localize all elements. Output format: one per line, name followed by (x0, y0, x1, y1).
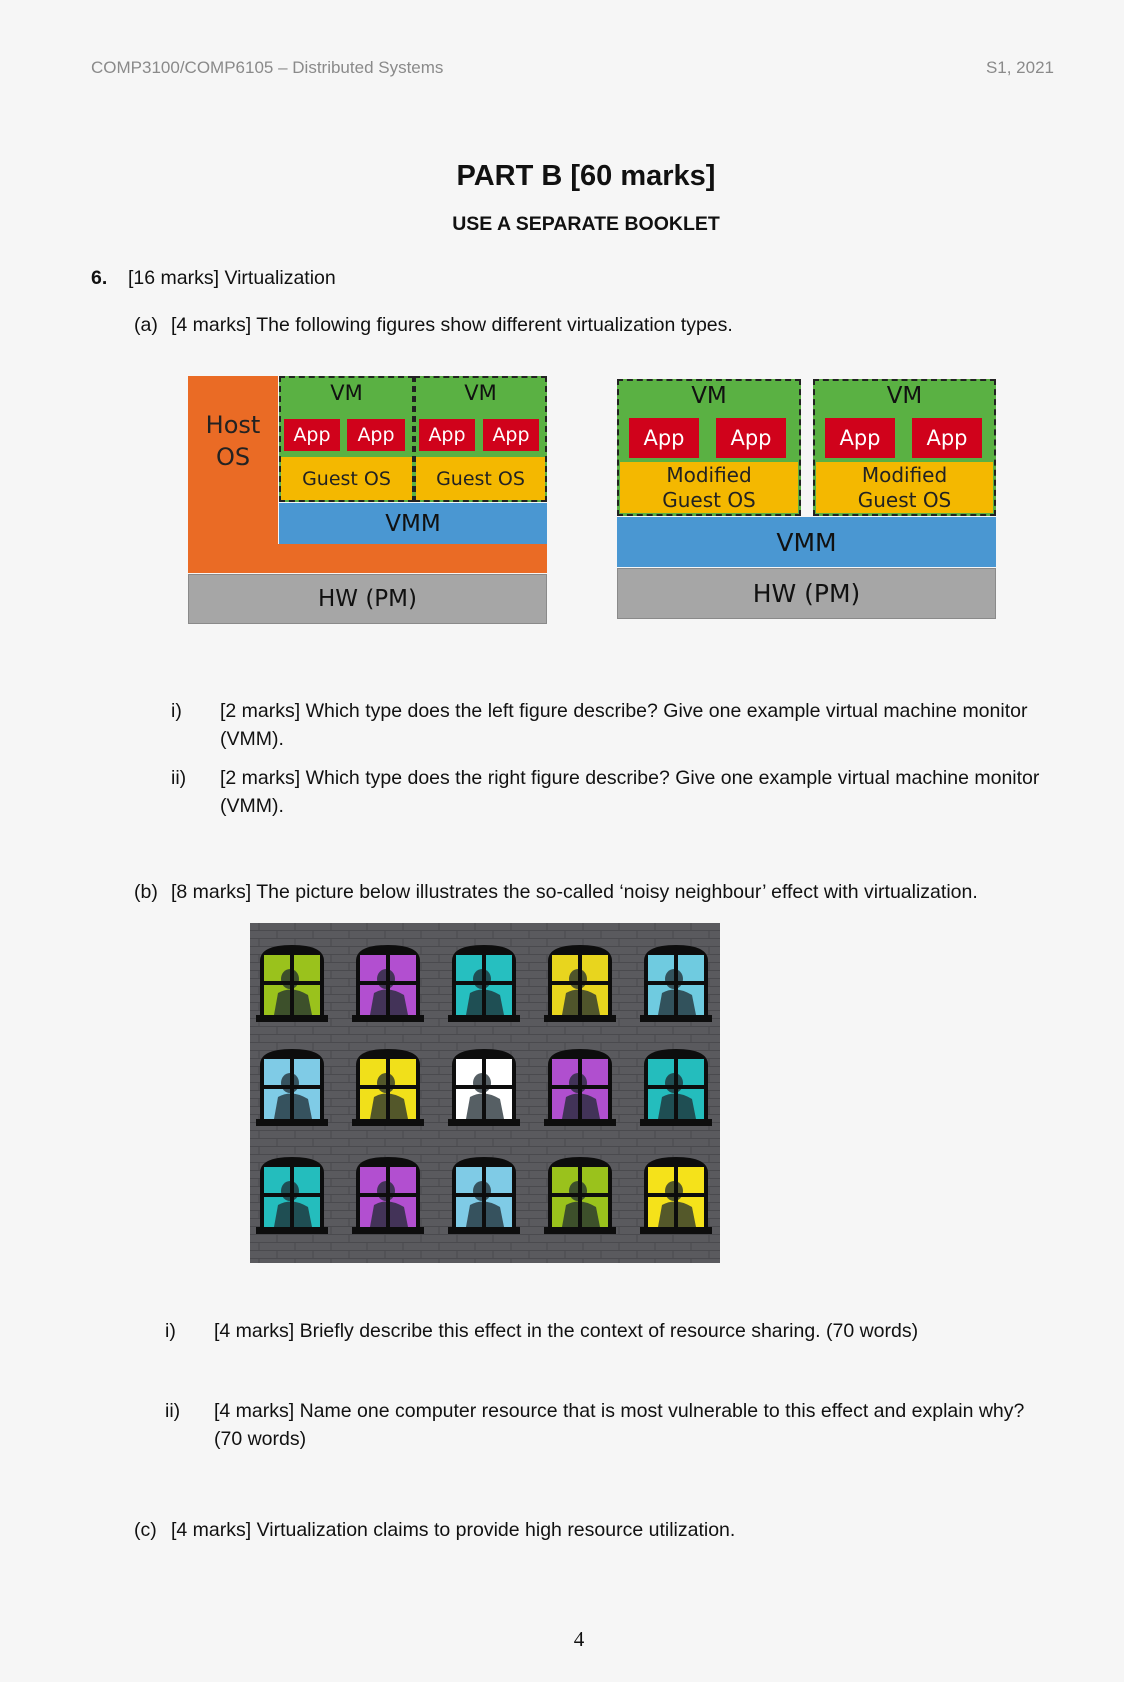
window-2-1 (256, 1049, 328, 1126)
part-c-label: (c) (134, 1519, 157, 1541)
left-vm2-label: VM (464, 381, 497, 405)
right-vm2-app1: App (825, 418, 895, 458)
left-hw: HW (PM) (188, 574, 547, 624)
part-title: PART B [60 marks] (456, 160, 716, 192)
right-vm1-app1: App (629, 418, 699, 458)
right-vm1-guest-line1: Modified (666, 462, 752, 487)
part-a-label: (a) (134, 314, 158, 336)
left-vm2-app2: App (483, 419, 539, 451)
window-2-5 (640, 1049, 712, 1126)
window-1-4 (544, 945, 616, 1022)
right-vm2-label: VM (886, 383, 923, 409)
window-2-4 (544, 1049, 616, 1126)
left-vm1-app2: App (347, 419, 405, 451)
part-b-ii-label: ii) (165, 1400, 181, 1422)
left-vm1-guest-os: Guest OS (281, 457, 412, 500)
header-term: S1, 2021 (985, 58, 1054, 77)
part-b-ii-text: [4 marks] Name one computer resource that is most vulnerable to this effect and explain why? (70 words) (214, 1400, 1025, 1450)
window-1-5 (640, 945, 712, 1022)
right-vm1-label: VM (691, 383, 727, 409)
window-3-1 (256, 1157, 328, 1234)
right-figure (617, 379, 996, 621)
part-a-text: [4 marks] The following figures show different virtualization types. (171, 314, 733, 336)
left-figure (188, 376, 547, 626)
right-vmm: VMM (617, 517, 996, 567)
left-vm2-guest-os: Guest OS (416, 457, 545, 500)
window-3-4 (544, 1157, 616, 1234)
question-number: 6. (91, 267, 108, 289)
noisy-neighbour-picture (250, 923, 720, 1263)
right-vm2-guest-line2: Guest OS (857, 487, 952, 512)
window-2-3 (448, 1049, 520, 1126)
right-vm2-guest-line1: Modified (861, 462, 948, 487)
left-vm1-app1: App (284, 419, 340, 451)
window-1-3 (448, 945, 520, 1022)
right-vm1-guest-os (620, 462, 798, 513)
window-1-2 (352, 945, 424, 1022)
part-b-i-text: [4 marks] Briefly describe this effect in the context of resource sharing. (70 words) (214, 1320, 919, 1342)
part-b-label: (b) (134, 881, 158, 903)
page-number: 4 (573, 1627, 585, 1651)
left-vmm: VMM (279, 503, 547, 544)
part-a-ii-label: ii) (171, 767, 187, 789)
part-a-i-label: i) (171, 700, 182, 722)
part-a-ii-text: [2 marks] Which type does the right figure describe? Give one example virtual machine monitor (VMM). (220, 767, 1040, 817)
right-vm1-app2: App (716, 418, 786, 458)
question-text: [16 marks] Virtualization (128, 267, 336, 289)
booklet-note: USE A SEPARATE BOOKLET (452, 213, 720, 235)
header-course: COMP3100/COMP6105 – Distributed Systems (91, 58, 444, 77)
window-2-2 (352, 1049, 424, 1126)
part-b-text: [8 marks] The picture below illustrates the so-called ‘noisy neighbour’ effect with virtualization. (171, 881, 978, 903)
window-3-5 (640, 1157, 712, 1234)
host-os-label: Host OS (205, 411, 261, 471)
right-vm2-guest-os (816, 462, 993, 513)
left-vm1-label: VM (330, 381, 363, 405)
part-c-text: [4 marks] Virtualization claims to provide high resource utilization. (171, 1519, 736, 1541)
window-1-1 (256, 945, 328, 1022)
right-hw: HW (PM) (617, 568, 996, 619)
window-3-2 (352, 1157, 424, 1234)
left-vm2-app1: App (419, 419, 475, 451)
host-os-base (188, 544, 547, 573)
part-b-i-label: i) (165, 1320, 176, 1342)
right-vm2-app2: App (912, 418, 982, 458)
part-a-i-text: [2 marks] Which type does the left figure describe? Give one example virtual machine monitor (VMM). (220, 700, 1028, 750)
right-vm1-guest-line2: Guest OS (662, 487, 756, 512)
window-3-3 (448, 1157, 520, 1234)
